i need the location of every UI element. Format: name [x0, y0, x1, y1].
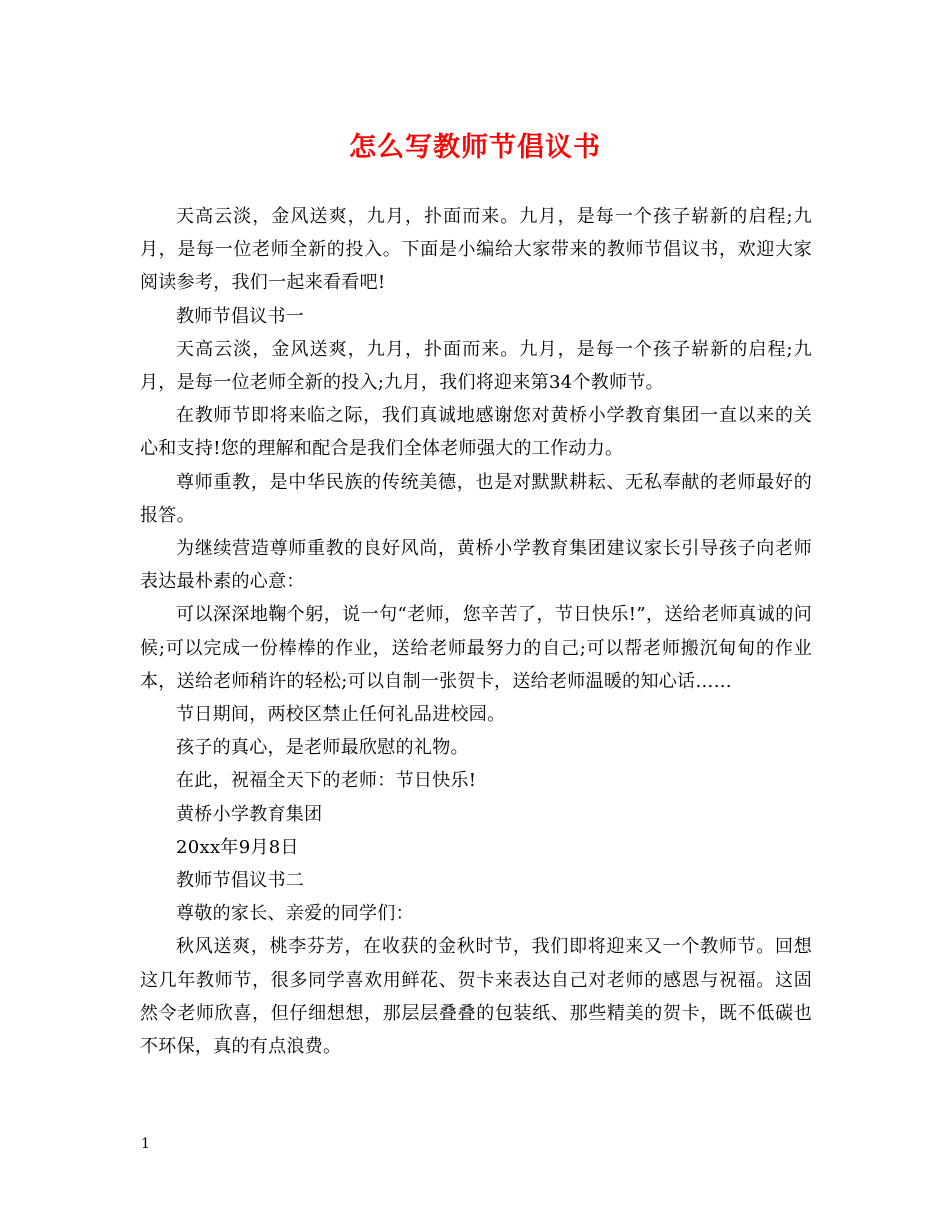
section-heading-two: 教师节倡议书二 [176, 870, 305, 892]
paragraph: 孩子的真心，是老师最欣慰的礼物。 [176, 737, 469, 759]
signature-date: 20xx年9月8日 [176, 836, 299, 858]
paragraph: 在此，祝福全天下的老师：节日快乐! [176, 770, 477, 792]
paragraph: 尊师重教，是中华民族的传统美德，也是对默默耕耘、无私奉献的老师最好的报答。 [140, 471, 812, 526]
paragraph: 节日期间，两校区禁止任何礼品进校园。 [176, 704, 506, 726]
signature-organization: 黄桥小学教育集团 [176, 803, 323, 825]
paragraph: 天高云淡，金风送爽，九月，扑面而来。九月，是每一个孩子崭新的启程;九月，是每一位老师全新的投入;九月，我们将迎来第34个教师节。 [140, 338, 812, 394]
paragraph: 可以深深地鞠个躬，说一句“老师，您辛苦了，节日快乐!”，送给老师真诚的问候;可以完成一份棒棒的作业，送给老师最努力的自己;可以帮老师搬沉甸甸的作业本，送给老师稍许的轻松;可以自制一张贺卡，送给老师温暖的知心话…… [140, 604, 812, 692]
paragraph-intro: 天高云淡，金风送爽，九月，扑面而来。九月，是每一个孩子崭新的启程;九月，是每一位老师全新的投入。下面是小编给大家带来的教师节倡议书，欢迎大家阅读参考，我们一起来看看吧! [140, 206, 812, 294]
paragraph: 为继续营造尊师重教的良好风尚，黄桥小学教育集团建议家长引导孩子向老师表达最朴素的心意： [140, 538, 812, 593]
paragraph: 在教师节即将来临之际，我们真诚地感谢您对黄桥小学教育集团一直以来的关心和支持!您的理解和配合是我们全体老师强大的工作动力。 [140, 405, 812, 460]
salutation: 尊敬的家长、亲爱的同学们： [176, 903, 414, 925]
document-body [140, 200, 812, 1063]
document-title: 怎么写教师节倡议书 [349, 132, 601, 163]
section-heading-one: 教师节倡议书一 [176, 305, 305, 327]
paragraph: 秋风送爽，桃李芬芳，在收获的金秋时节，我们即将迎来又一个教师节。回想这几年教师节，很多同学喜欢用鲜花、贺卡来表达自己对老师的感恩与祝福。这固然令老师欣喜，但仔细想想，那层层叠叠的包装纸、那些精美的贺卡，既不低碳也不环保，真的有点浪费。 [140, 936, 812, 1058]
page-number: 1 [141, 1136, 150, 1152]
